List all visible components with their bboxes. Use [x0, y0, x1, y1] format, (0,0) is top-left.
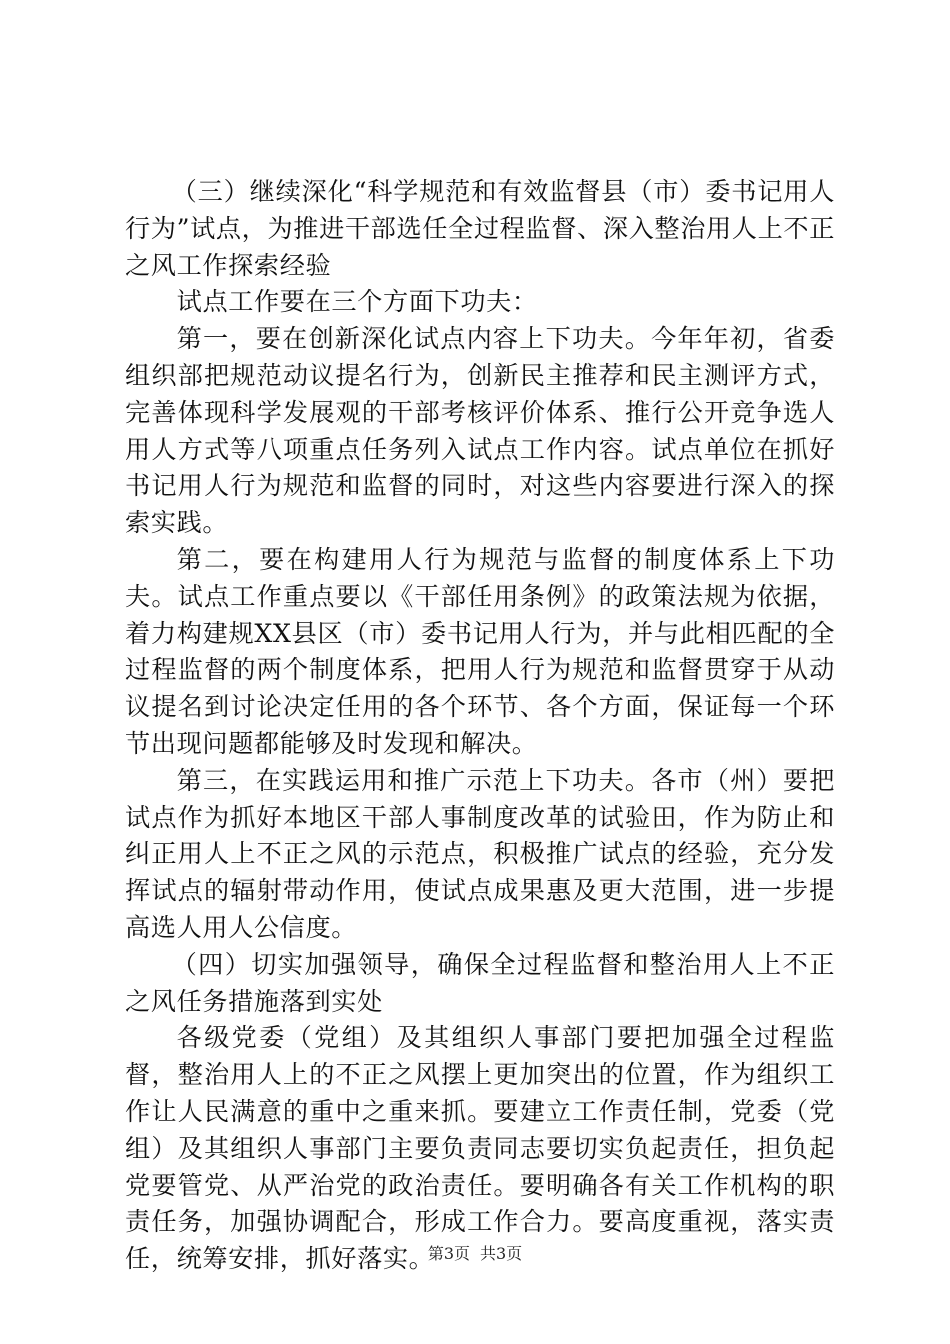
section-heading-3: （三）继续深化“科学规范和有效监督县（市）委书记用人行为”试点，为推进干部选任全过程监督、深入整治用人上不正之风工作探索经验 — [125, 177, 835, 280]
page-total: 共3页 — [480, 1244, 523, 1263]
body-paragraph: 第一，要在创新深化试点内容上下功夫。今年年初，省委组织部把规范动议提名行为，创新民主推荐和民主测评方式，完善体现科学发展观的干部考核评价体系、推行公开竞争选人用人方式等八项重点任务列入试点工作内容。试点单位在抓好书记用人行为规范和监督的同时，对这些内容要进行深入的探索实践。 — [125, 324, 835, 538]
document-body — [125, 174, 835, 1278]
page-footer — [0, 1244, 950, 1264]
page-number: 第3页 — [427, 1244, 470, 1263]
section-heading-4: （四）切实加强领导，确保全过程监督和整治用人上不正之风任务措施落到实处 — [125, 949, 835, 1016]
body-paragraph: 试点工作要在三个方面下功夫： — [176, 287, 538, 317]
body-paragraph: 第二，要在构建用人行为规范与监督的制度体系上下功夫。试点工作重点要以《干部任用条例》的政策法规为依据，着力构建规XX县区（市）委书记用人行为，并与此相匹配的全过程监督的两个制度体系，把用人行为规范和监督贯穿于从动议提名到讨论决定任用的各个环节、各个方面，保证每一个环节出现问题都能够及时发现和解决。 — [125, 544, 835, 758]
body-paragraph: 各级党委（党组）及其组织人事部门要把加强全过程监督，整治用人上的不正之风摆上更加突出的位置，作为组织工作让人民满意的重中之重来抓。要建立工作责任制，党委（党组）及其组织人事部门主要负责同志要切实负起责任，担负起党要管党、从严治党的政治责任。要明确各有关工作机构的职责任务，加强协调配合，形成工作合力。要高度重视，落实责任，统筹安排，抓好落实。 — [125, 1023, 835, 1274]
body-paragraph: 第三，在实践运用和推广示范上下功夫。各市（州）要把试点作为抓好本地区干部人事制度改革的试验田，作为防止和纠正用人上不正之风的示范点，积极推广试点的经验，充分发挥试点的辐射带动作用，使试点成果惠及更大范围，进一步提高选人用人公信度。 — [125, 765, 835, 942]
